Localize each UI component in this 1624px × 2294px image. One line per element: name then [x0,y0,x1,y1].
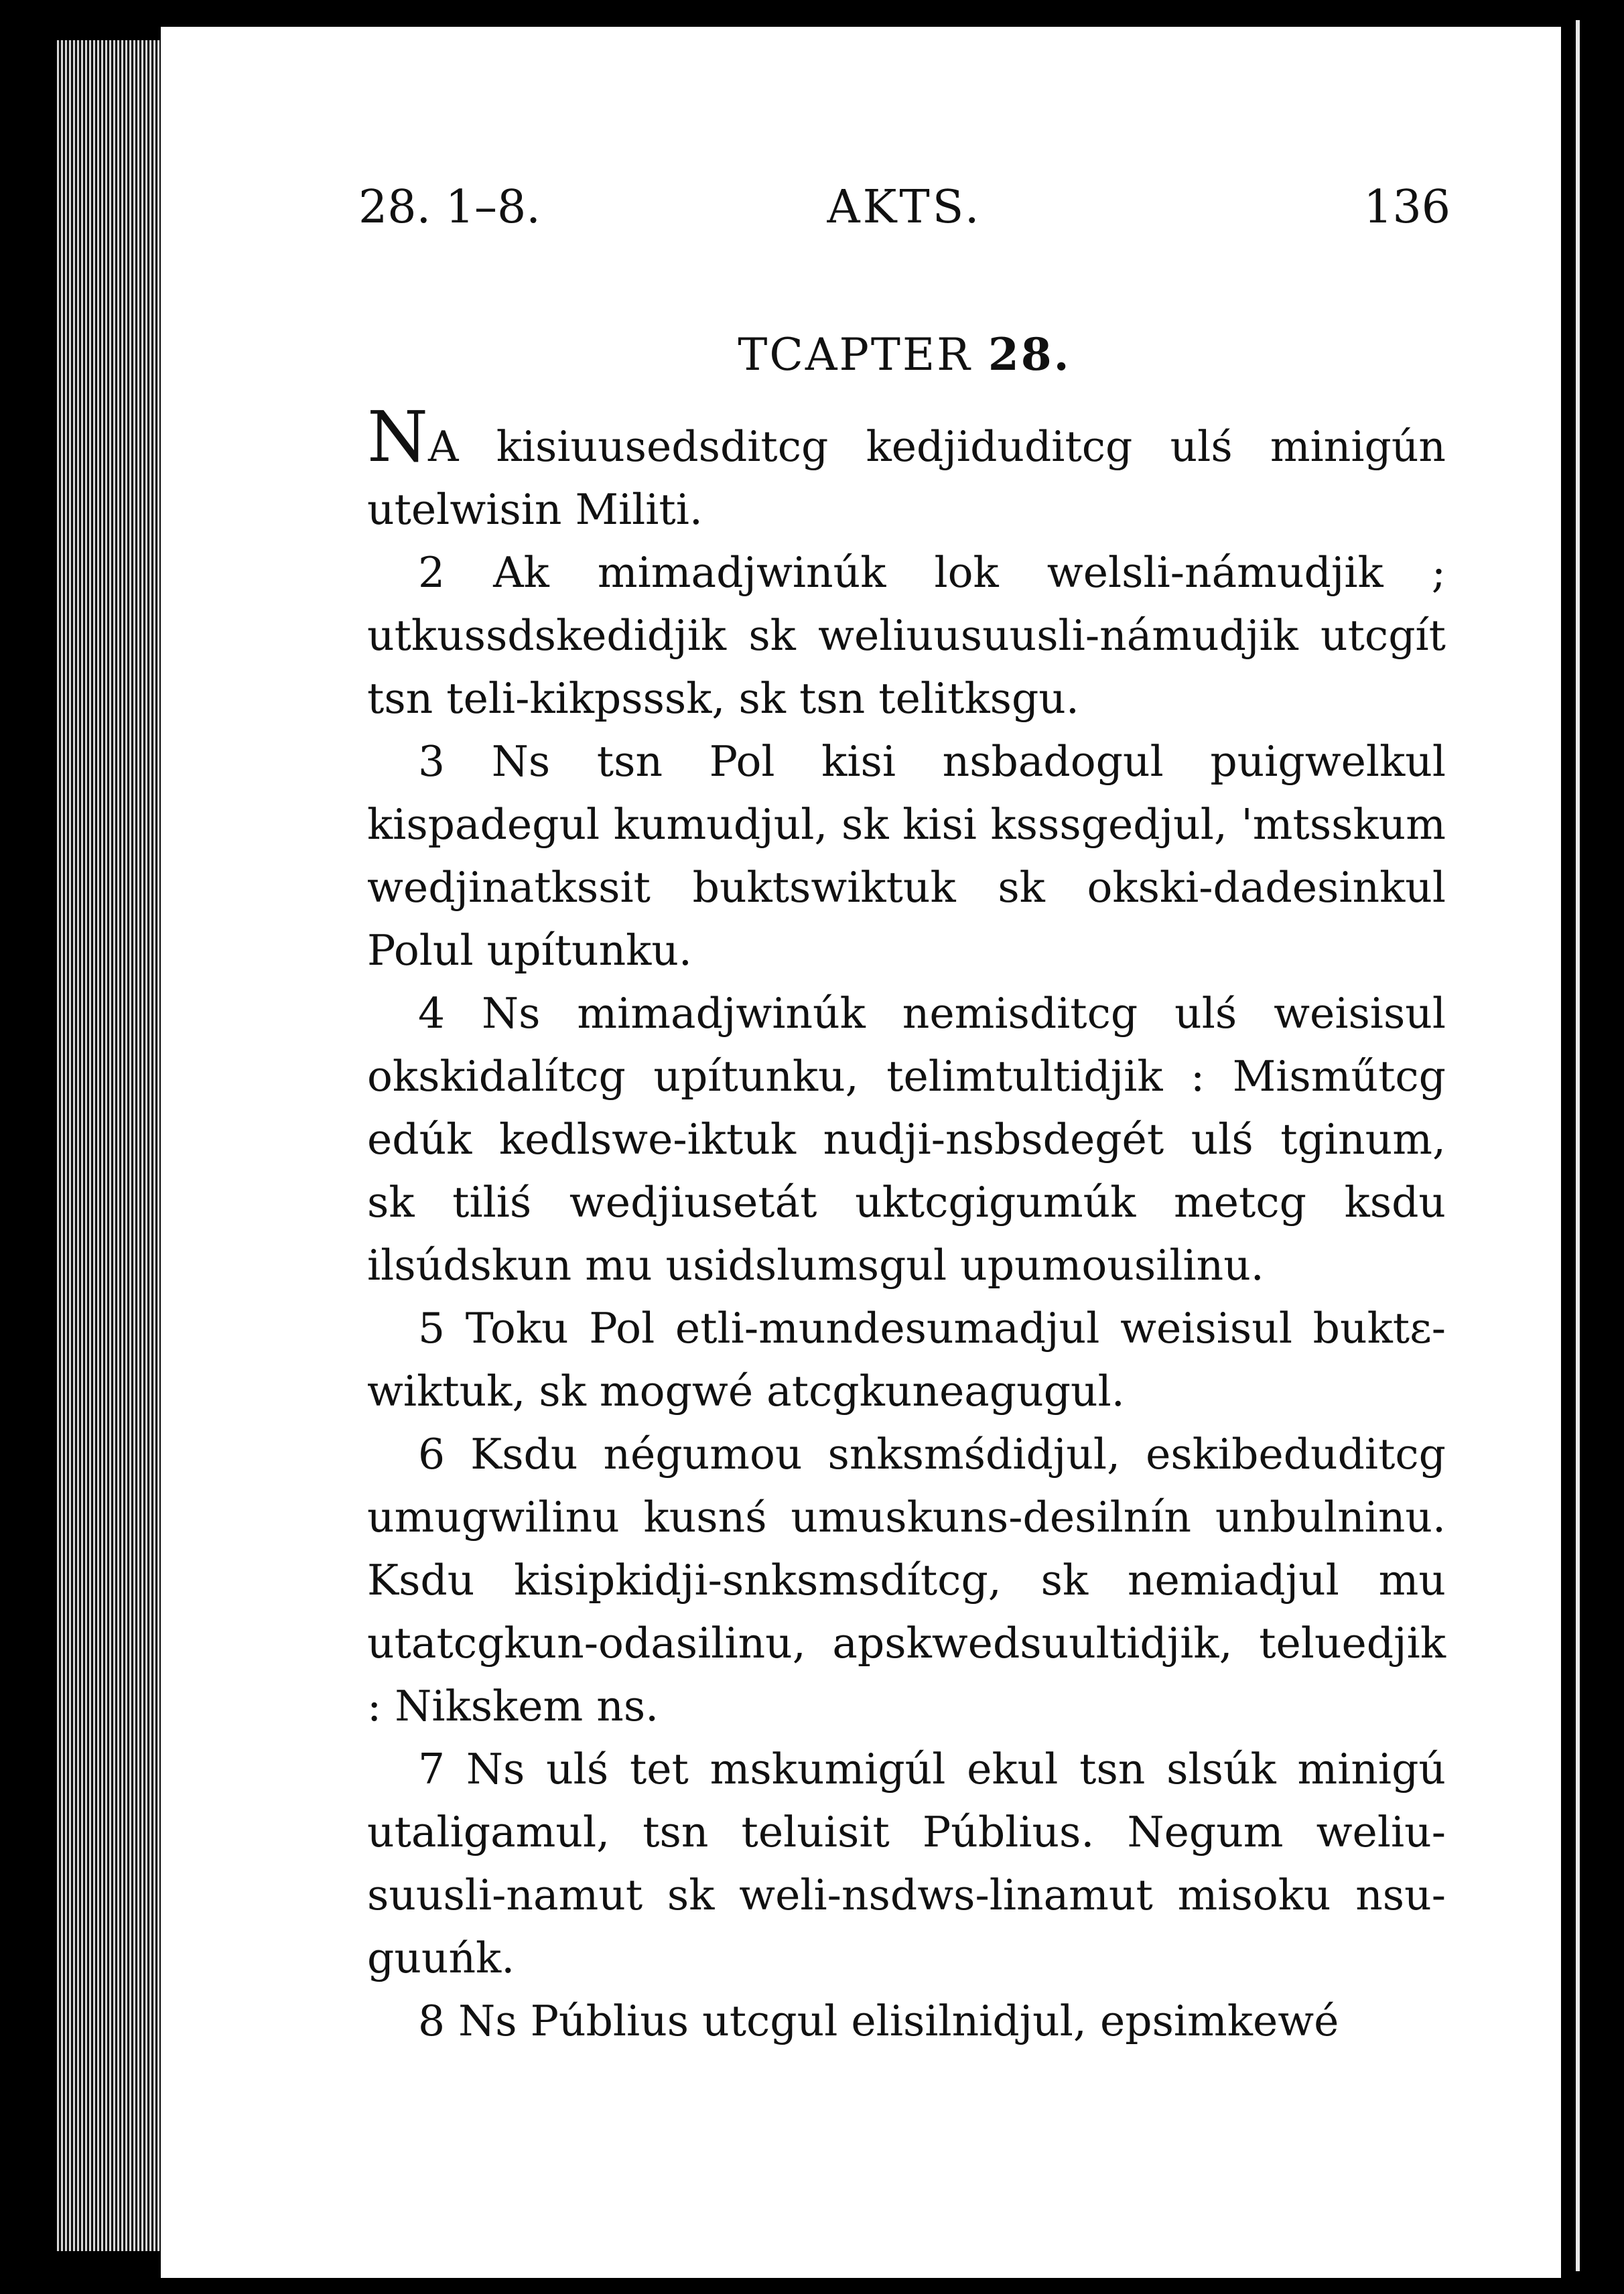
drop-cap-initial: N [367,396,428,478]
chapter-heading [358,328,1450,381]
chapter-label: TCAPTER [738,329,972,381]
verse-number: 6 [418,1430,446,1479]
verse-text: Ksdu négumou snksmśdidjul, eskibeduditcg umugwilinu kusnś umuskuns-desilnín unbulninu. Ksdu kisipkidji-snksmsdítcg, sk nemiadjul mu utatcgkun-odasilinu, apskwedsuultidjik, teluedjik : Nikskem ns. [367,1430,1446,1731]
verse-number: 3 [418,737,446,786]
verse-5 [367,1297,1446,1423]
verse-3 [367,730,1446,982]
chapter-text [367,396,1446,2053]
verse-number: 4 [418,989,446,1038]
verse-1 [367,396,1446,541]
verse-text: Ns tsn Pol kisi nsbadogul puigwelkul kispadegul kumudjul, sk kisi ksssgedjul, 'mtsskum wedjinatkssit buktswiktuk sk okski-dadesinkul Polul upítunku. [367,737,1446,975]
verse-2 [367,541,1446,730]
verse-text: Ns mimadjwinúk nemisditcg ulś weisisul okskidalítcg upítunku, telimtultidjik : Misműtcg edúk kedlswe-iktuk nudji-nsbsdegét ulś tginum, sk tiliś wedjiusetát uktcgigumúk metcg ksdu ilsúdskun mu usidslumsgul upumousilinu. [367,989,1446,1290]
verse-number: 2 [418,548,446,597]
verse-6 [367,1423,1446,1738]
verse-7 [367,1738,1446,1990]
verse-text: Ak mimadjwinúk lok welsli-námudjik ; utkussdskedidjik sk weliuusuusli-námudjik utcgít tsn teli-kikpsssk, sk tsn telitksgu. [367,548,1446,723]
verse-number: 7 [418,1745,446,1794]
verse-text: A kisiuusedsditcg kedjiduditcg ulś minigún utelwisin Militi. [367,422,1446,534]
page-number: 136 [1363,181,1450,234]
verse-number: 5 [418,1304,446,1353]
verse-8 [367,1990,1446,2053]
running-head [358,181,1450,241]
facing-page-edge [1568,0,1624,2294]
chapter-number: 28. [988,328,1071,381]
verse-4 [367,982,1446,1297]
verse-number: 8 [418,1997,446,2045]
book-title: AKTS. [827,181,982,234]
verse-text: Ns Públius utcgul elisilnidjul, epsimkewé [458,1997,1339,2045]
chapter-verse-reference: 28. 1–8. [358,181,541,234]
verse-text: Toku Pol etli-mundesumadjul weisisul buktε-wiktuk, sk mogwé atcgkuneagugul. [367,1304,1446,1416]
verse-text: Ns ulś tet mskumigúl ekul tsn slsúk minigú utaligamul, tsn teluisit Públius. Negum weliu-suusli-namut sk weli-nsdws-linamut misoku nsu-guuńk. [367,1745,1446,1982]
